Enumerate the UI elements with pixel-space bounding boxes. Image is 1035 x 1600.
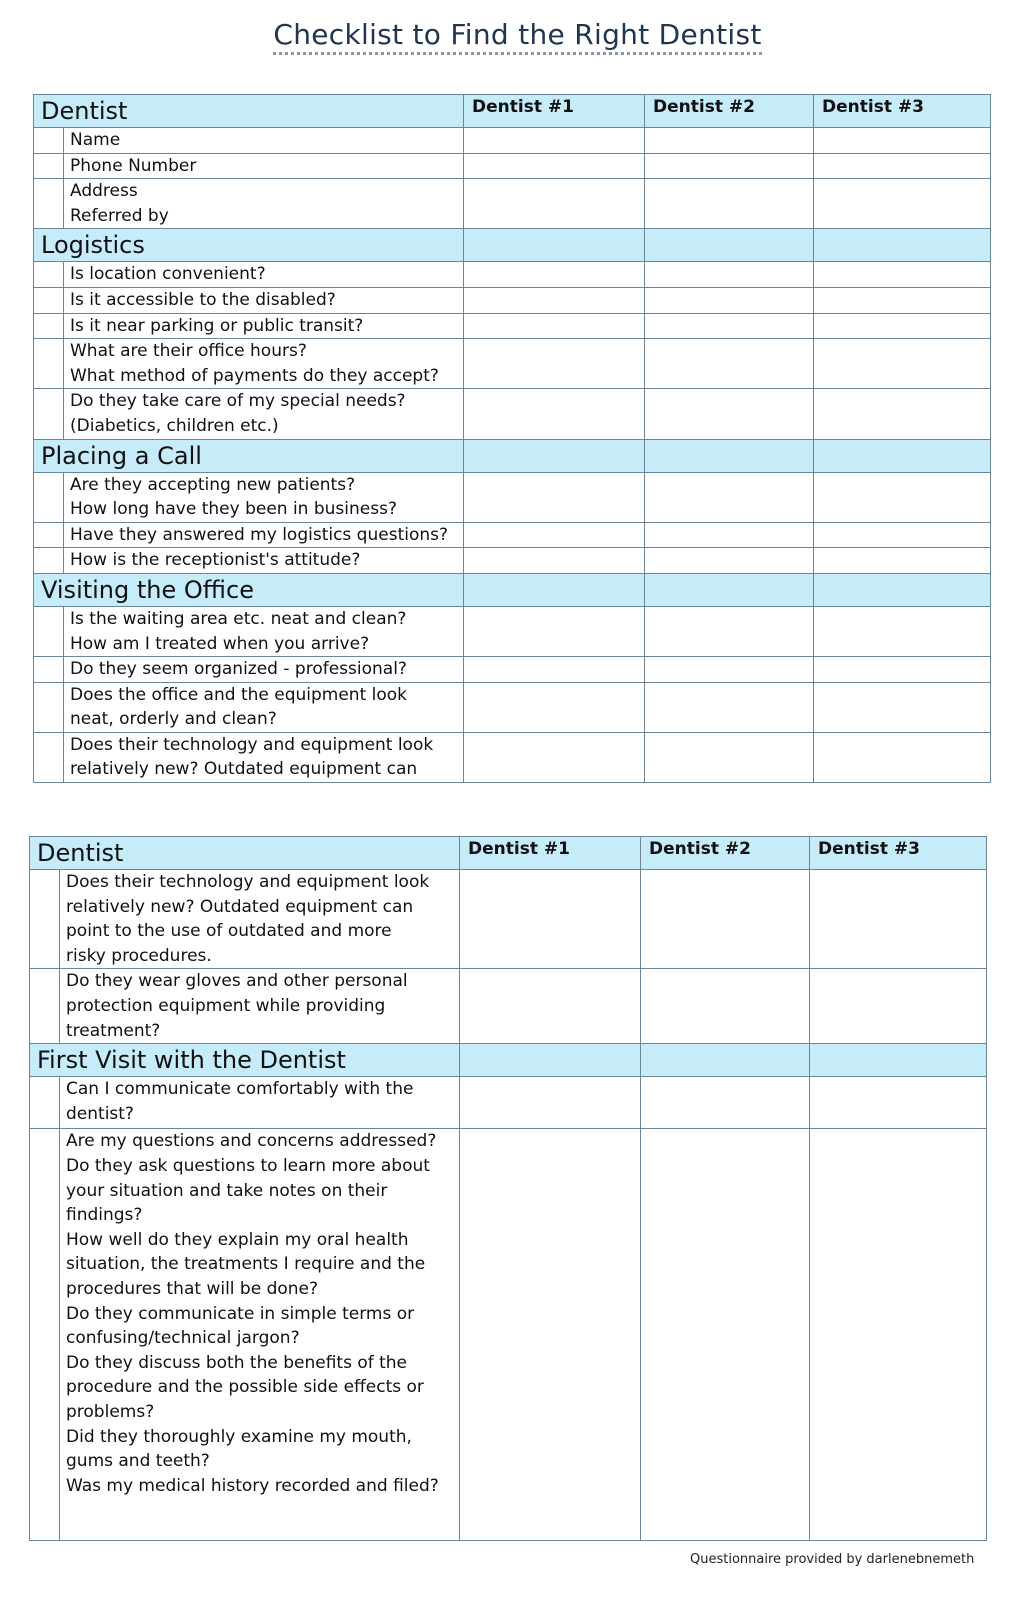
column-header-dentist-2: Dentist #2: [645, 95, 814, 128]
answer-cell-dentist-3[interactable]: [814, 548, 991, 574]
column-header-dentist-1: Dentist #1: [460, 837, 641, 870]
section-title-logistics: Logistics: [34, 229, 464, 262]
question-text: Phone Number: [70, 155, 197, 176]
question-row: [30, 969, 987, 1044]
answer-cell-dentist-2[interactable]: [645, 389, 814, 439]
question-cell: [64, 179, 464, 229]
question-text: Have they answered my logistics questions?: [70, 524, 449, 545]
answer-cell-dentist-2[interactable]: [645, 153, 814, 179]
question-text: Do they wear gloves and other personal: [66, 971, 408, 992]
answer-cell-dentist-3[interactable]: [814, 606, 991, 656]
section-title-placing-a-call: Placing a Call: [34, 439, 464, 472]
answer-cell-dentist-1[interactable]: [464, 153, 645, 179]
answer-cell-dentist-2[interactable]: [645, 262, 814, 288]
answer-cell-dentist-1[interactable]: [464, 522, 645, 548]
question-row: [34, 657, 991, 683]
indent-cell: [34, 313, 64, 339]
question-text: Did they thoroughly examine my mouth,: [66, 1426, 412, 1447]
question-text: How long have they been in business?: [70, 499, 397, 520]
question-text: relatively new? Outdated equipment can: [66, 896, 414, 917]
page-title: Checklist to Find the Right Dentist: [0, 18, 1035, 51]
answer-cell-dentist-1[interactable]: [460, 1077, 641, 1129]
question-row: [30, 1077, 987, 1129]
question-cell: [64, 339, 464, 389]
section-row-first-visit: [30, 1044, 987, 1077]
question-text: Do they communicate in simple terms or: [66, 1303, 415, 1324]
indent-cell: [34, 262, 64, 288]
answer-cell-dentist-3[interactable]: [814, 262, 991, 288]
answer-cell-dentist-3[interactable]: [814, 472, 991, 522]
indent-cell: [34, 128, 64, 154]
question-cell: [64, 313, 464, 339]
question-text: gums and teeth?: [66, 1451, 210, 1472]
section-title-dentist: Dentist: [30, 837, 460, 870]
question-text: Referred by: [70, 205, 169, 226]
question-text: Are my questions and concerns addressed?: [66, 1131, 437, 1152]
question-text: Do they seem organized - professional?: [70, 659, 407, 680]
answer-cell-dentist-1[interactable]: [464, 287, 645, 313]
answer-cell-dentist-1[interactable]: [464, 606, 645, 656]
answer-cell-dentist-2[interactable]: [645, 128, 814, 154]
question-row: [34, 522, 991, 548]
indent-cell: [34, 339, 64, 389]
answer-cell-dentist-3[interactable]: [814, 657, 991, 683]
answer-cell-dentist-3[interactable]: [814, 682, 991, 732]
question-cell: [64, 548, 464, 574]
answer-cell-dentist-3[interactable]: [814, 153, 991, 179]
question-cell: [64, 287, 464, 313]
question-text: dentist?: [66, 1103, 134, 1124]
question-text: Do they ask questions to learn more about: [66, 1155, 430, 1176]
answer-cell-dentist-2[interactable]: [645, 682, 814, 732]
answer-cell-dentist-1[interactable]: [460, 969, 641, 1044]
question-row: [34, 682, 991, 732]
question-row: [34, 732, 991, 782]
question-text: What method of payments do they accept?: [70, 365, 439, 386]
question-cell: [60, 870, 460, 969]
answer-cell-dentist-2[interactable]: [645, 339, 814, 389]
question-text: procedure and the possible side effects or: [66, 1377, 424, 1398]
answer-cell-dentist-1[interactable]: [464, 682, 645, 732]
question-text: How am I treated when you arrive?: [70, 633, 370, 654]
answer-cell-dentist-2[interactable]: [645, 472, 814, 522]
table-header-row: [34, 95, 991, 128]
question-text: treatment?: [66, 1020, 161, 1041]
question-text: Do they take care of my special needs?: [70, 391, 406, 412]
answer-cell-dentist-3[interactable]: [814, 313, 991, 339]
question-row: [30, 870, 987, 969]
section-title-visiting-office: Visiting the Office: [34, 573, 464, 606]
indent-cell: [34, 548, 64, 574]
answer-cell-dentist-3[interactable]: [814, 732, 991, 782]
question-text: Name: [70, 130, 121, 150]
question-cell: [64, 657, 464, 683]
indent-cell: [30, 1129, 60, 1541]
question-text: relatively new? Outdated equipment can: [70, 759, 418, 780]
question-row: [34, 179, 991, 229]
question-text: Address: [70, 181, 138, 202]
section-row-visiting-office: [34, 573, 991, 606]
answer-cell-dentist-1[interactable]: [464, 657, 645, 683]
answer-cell-dentist-1[interactable]: [464, 262, 645, 288]
indent-cell: [34, 153, 64, 179]
answer-cell-dentist-1[interactable]: [464, 548, 645, 574]
question-text: Do they discuss both the benefits of the: [66, 1352, 408, 1373]
answer-cell-dentist-2[interactable]: [645, 287, 814, 313]
question-text: neat, orderly and clean?: [70, 709, 277, 730]
answer-cell-dentist-2[interactable]: [641, 1077, 810, 1129]
question-text: risky procedures.: [66, 945, 212, 966]
question-text: What are their office hours?: [70, 341, 307, 362]
answer-cell-dentist-1[interactable]: [460, 1129, 641, 1541]
question-text: Does their technology and equipment look: [70, 734, 434, 755]
question-cell: [60, 1129, 460, 1541]
indent-cell: [34, 606, 64, 656]
question-text: problems?: [66, 1401, 155, 1422]
answer-cell-dentist-2[interactable]: [645, 657, 814, 683]
column-header-dentist-1: Dentist #1: [464, 95, 645, 128]
answer-cell-dentist-2[interactable]: [641, 969, 810, 1044]
question-row: [34, 472, 991, 522]
question-text: (Diabetics, children etc.): [70, 415, 279, 436]
question-text: Are they accepting new patients?: [70, 474, 356, 495]
table-header-row: [30, 837, 987, 870]
answer-cell-dentist-1[interactable]: [464, 732, 645, 782]
question-row: [34, 606, 991, 656]
answer-cell-dentist-2[interactable]: [645, 179, 814, 229]
indent-cell: [34, 179, 64, 229]
question-row: [34, 128, 991, 154]
indent-cell: [30, 969, 60, 1044]
question-text: How is the receptionist's attitude?: [70, 550, 361, 571]
question-row: [34, 153, 991, 179]
answer-cell-dentist-3[interactable]: [810, 1077, 987, 1129]
answer-cell-dentist-3[interactable]: [814, 287, 991, 313]
indent-cell: [34, 657, 64, 683]
question-cell: [64, 389, 464, 439]
question-text: your situation and take notes on their: [66, 1180, 388, 1201]
indent-cell: [30, 1077, 60, 1129]
column-header-dentist-3: Dentist #3: [814, 95, 991, 128]
section-row-placing-a-call: [34, 439, 991, 472]
section-title-first-visit: First Visit with the Dentist: [30, 1044, 460, 1077]
question-cell: [60, 1077, 460, 1129]
question-row: [34, 548, 991, 574]
answer-cell-dentist-1[interactable]: [464, 339, 645, 389]
question-text: How well do they explain my oral health: [66, 1229, 409, 1250]
question-text: confusing/technical jargon?: [66, 1328, 300, 1349]
question-cell: [64, 262, 464, 288]
question-text: Does the office and the equipment look: [70, 684, 408, 705]
question-text: protection equipment while providing: [66, 995, 386, 1016]
answer-cell-dentist-2[interactable]: [645, 732, 814, 782]
question-text: procedures that will be done?: [66, 1278, 319, 1299]
checklist-table-2: [29, 836, 987, 1541]
question-row: [34, 262, 991, 288]
indent-cell: [34, 389, 64, 439]
question-text: Is it near parking or public transit?: [70, 315, 364, 336]
question-cell: [64, 153, 464, 179]
indent-cell: [30, 870, 60, 969]
column-header-dentist-2: Dentist #2: [641, 837, 810, 870]
answer-cell-dentist-2[interactable]: [645, 606, 814, 656]
question-cell: [60, 969, 460, 1044]
question-row: [34, 313, 991, 339]
answer-cell-dentist-3[interactable]: [814, 339, 991, 389]
indent-cell: [34, 287, 64, 313]
answer-cell-dentist-1[interactable]: [464, 179, 645, 229]
answer-cell-dentist-3[interactable]: [810, 870, 987, 969]
answer-cell-dentist-3[interactable]: [814, 179, 991, 229]
answer-cell-dentist-2[interactable]: [645, 522, 814, 548]
section-title-dentist: Dentist: [34, 95, 464, 128]
answer-cell-dentist-1[interactable]: [460, 870, 641, 969]
answer-cell-dentist-3[interactable]: [810, 969, 987, 1044]
question-row: [30, 1129, 987, 1541]
question-text: Does their technology and equipment look: [66, 872, 430, 892]
question-text: Can I communicate comfortably with the: [66, 1079, 414, 1100]
footer-credit: Questionnaire provided by darlenebnemeth: [690, 1552, 975, 1567]
indent-cell: [34, 732, 64, 782]
indent-cell: [34, 472, 64, 522]
question-text: Is the waiting area etc. neat and clean?: [70, 608, 407, 629]
question-text: situation, the treatments I require and the: [66, 1254, 426, 1275]
answer-cell-dentist-2[interactable]: [645, 548, 814, 574]
column-header-dentist-3: Dentist #3: [810, 837, 987, 870]
question-row: [34, 389, 991, 439]
answer-cell-dentist-3[interactable]: [814, 128, 991, 154]
answer-cell-dentist-1[interactable]: [464, 472, 645, 522]
question-cell: [64, 606, 464, 656]
question-row: [34, 339, 991, 389]
answer-cell-dentist-2[interactable]: [645, 313, 814, 339]
question-cell: [64, 732, 464, 782]
indent-cell: [34, 682, 64, 732]
question-text: Was my medical history recorded and filed?: [66, 1475, 439, 1496]
answer-cell-dentist-2[interactable]: [641, 870, 810, 969]
question-cell: [64, 682, 464, 732]
question-cell: [64, 128, 464, 154]
question-text: point to the use of outdated and more: [66, 921, 392, 942]
question-row: [34, 287, 991, 313]
answer-cell-dentist-1[interactable]: [464, 389, 645, 439]
answer-cell-dentist-2[interactable]: [641, 1129, 810, 1541]
answer-cell-dentist-3[interactable]: [814, 389, 991, 439]
question-text: findings?: [66, 1205, 143, 1226]
indent-cell: [34, 522, 64, 548]
question-text: Is it accessible to the disabled?: [70, 289, 336, 310]
answer-cell-dentist-1[interactable]: [464, 128, 645, 154]
question-text: Is location convenient?: [70, 264, 266, 285]
question-cell: [64, 522, 464, 548]
answer-cell-dentist-1[interactable]: [464, 313, 645, 339]
section-row-logistics: [34, 229, 991, 262]
question-cell: [64, 472, 464, 522]
answer-cell-dentist-3[interactable]: [814, 522, 991, 548]
answer-cell-dentist-3[interactable]: [810, 1129, 987, 1541]
checklist-table-1: [33, 94, 991, 783]
